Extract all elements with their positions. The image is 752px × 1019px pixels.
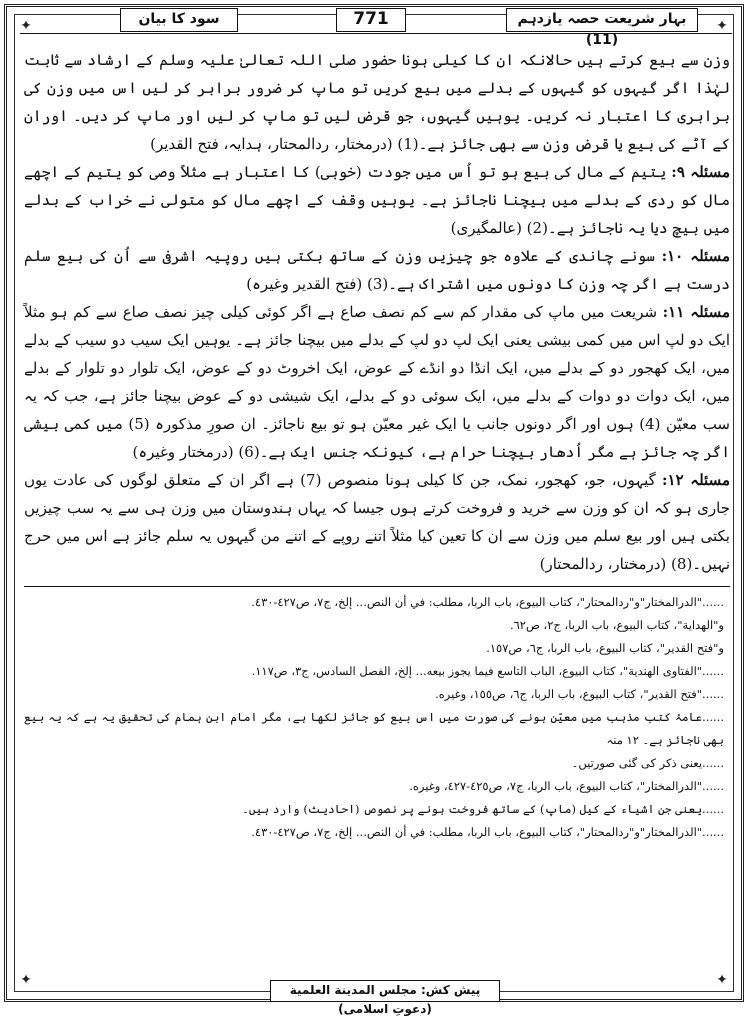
book-title: بہار شریعت حصہ یازدہم (11)	[506, 8, 698, 32]
footnote: ......یعنی جن اشیاء کے کیل (ماپ) کے ساتھ فروخت ہونے پر نصوص (احادیث) وارد ہیں۔	[242, 802, 724, 816]
paragraph	[24, 298, 730, 466]
paragraph-text: یتیم کے مال کی بیع ہو تو اُس میں جودت (خوبی) کا اعتبار ہے مثلاً وصی کو یتیم کے اچھے مال کو ردی کے بدلے میں بیچنا ناجائز ہے۔ یوہیں وقف کے اچھے مال کو متولی نے خراب کے بدلے میں بیچ دیا یہ ناجائز ہے۔(2) (عالمگیری)	[24, 163, 730, 237]
footnote-separator	[24, 586, 730, 587]
footnote: و"الهداية"، كتاب البيوع، باب الربا، ج٢، ص٦٢.	[509, 618, 724, 632]
footnote: ......"الدرالمختار"و"ردالمحتار"، كتاب البيوع، باب الربا، مطلب: في أن النص... إلخ، ج٧، ص٤٢٧-٤٣٠.	[251, 825, 724, 839]
footnote: ......یعنی ذکر کی گئی صورتیں۔	[571, 756, 724, 770]
header-rule	[20, 33, 732, 34]
page-content	[24, 46, 730, 844]
masala-label: مسئلہ ۹:	[671, 163, 730, 181]
ornament-corner-icon: ✦	[20, 972, 32, 988]
page-header	[20, 6, 732, 48]
ornament-corner-icon: ✦	[716, 972, 728, 988]
publisher-credit: پیش کش: مجلس المدينة العلمية (دعوتِ اسلامی)	[270, 980, 500, 1002]
paragraph-text: گیہوں، جو، کھجور، نمک، جن کا کیلی ہونا منصوص (7) ہے اگر ان کے متعلق لوگوں کی عادت یوں جاری ہو کہ ان کو وزن سے خرید و فروخت کرتے ہوں جیسا کہ یہاں ہندوستان میں وزن ہی سے یہ سب چیزیں بکتی ہیں اور بیع سلم میں وزن سے ان کا تعین کیا مثلاً اتنے روپے کے اتنے من گیہوں یہ سلم جائز ہے اس میں حرج نہیں۔(8) (درمختار، ردالمحتار)	[24, 471, 730, 573]
paragraph	[24, 242, 730, 298]
masala-label: مسئلہ ۱۱:	[662, 303, 730, 321]
footnote: ......"الفتاوى الهندية"، كتاب البيوع، الباب التاسع فيما يجوز بيعه... إلخ، الفصل السادس، ج٣، ص١١٧.	[251, 664, 724, 678]
footnote: و"فتح القدير"، كتاب البيوع، باب الربا، ج٦، ص١٥٧.	[486, 641, 724, 655]
paragraph	[24, 46, 730, 158]
footnote: ......"فتح القدير"، كتاب البيوع، باب الربا، ج٦، ص١٥٥، وغيره.	[435, 687, 724, 701]
page-number: 771	[336, 8, 406, 32]
ornament-corner-icon: ✦	[716, 18, 728, 34]
paragraph-text: سونے چاندی کے علاوہ جو چیزیں وزن کے ساتھ بکتی ہیں روپیہ اشرفی سے اُن کی بیع سلم درست ہے اگر چہ وزن کا دونوں میں اشتراک ہے۔(3) (فتح القدیر وغیرہ)	[24, 247, 730, 293]
paragraph	[24, 158, 730, 242]
paragraph-text: شریعت میں ماپ کی مقدار کم سے کم نصف صاع ہے اگر کوئی کیلی چیز نصف صاع سے کم ہو مثلاً ایک دو لپ اس میں کمی بیشی یعنی ایک لپ دو لپ کے بدلے میں بیچنا جائز ہے۔ یوہیں ایک سیب دو سیب کے بدلے میں، ایک کھجور دو کے بدلے میں، ایک انڈا دو انڈے کے عوض، ایک اخروٹ دو کے عوض، ایک تلوار دو تلوار کے بدلے میں، ایک دوات دو دوات کے بدلے میں، ایک سوئی دو کے بدلے، ایک شیشی دو کے عوض بیچنا جائز ہے، جب کہ یہ سب معیّن (4) ہوں اور اگر دونوں جانب یا ایک غیر معیّن ہو تو بیع ناجائز۔ ان صورِ مذکورہ (5) میں کمی بیشی اگر چہ جائز ہے مگر اُدھار بیچنا حرام ہے، کیونکہ جنس ایک ہے۔(6) (درمختار وغیرہ)	[24, 303, 730, 461]
body-text	[24, 46, 730, 578]
footnote: ......عامۂ کتب مذہب میں معیّن ہونے کی صورت میں اس بیع کو جائز لکھا ہے، مگر امام ابن ہمام کی تحقیق یہ ہے کہ یہ بیع بھی ناجائز ہے۔ ۱۲ منہ	[24, 710, 724, 747]
paragraph-text: وزن سے بیع کرتے ہیں حالانکہ ان کا کیلی ہونا حضور صلی اللہ تعالیٰ علیہ وسلم کے ارشاد سے ثابت لہٰذا اگر گیہوں کو گیہوں کے بدلے میں بیع کریں تو ماپ کر ضرور برابر کر لیں اس میں وزن کی برابری کا اعتبار نہ کریں۔ یوہیں گیہوں، جو قرض لیں تو ماپ کر لیں اور ماپ کر دیں۔ اوران کے آٹے کی بیع یا قرض وزن سے بھی جائز ہے۔(1) (درمختار، ردالمحتار، ہدایہ، فتح القدیر)	[24, 51, 730, 153]
footnote: ......"الدرالمختار"، كتاب البيوع، باب الربا، ج٧، ص٤٢٥-٤٢٧، وغيره.	[409, 779, 724, 793]
masala-label: مسئلہ ۱۰:	[661, 247, 730, 265]
page-footer	[20, 980, 732, 1016]
paragraph	[24, 466, 730, 578]
chapter-title: سود کا بیان	[120, 8, 238, 32]
footnotes	[24, 591, 730, 844]
footnote: ......"الدرالمختار"و"ردالمحتار"، كتاب البيوع، باب الربا، مطلب: في أن النص... إلخ، ج٧، ص٤٢٧-٤٣٠.	[251, 595, 724, 609]
masala-label: مسئلہ ۱۲:	[662, 471, 730, 489]
ornament-corner-icon: ✦	[20, 18, 32, 34]
